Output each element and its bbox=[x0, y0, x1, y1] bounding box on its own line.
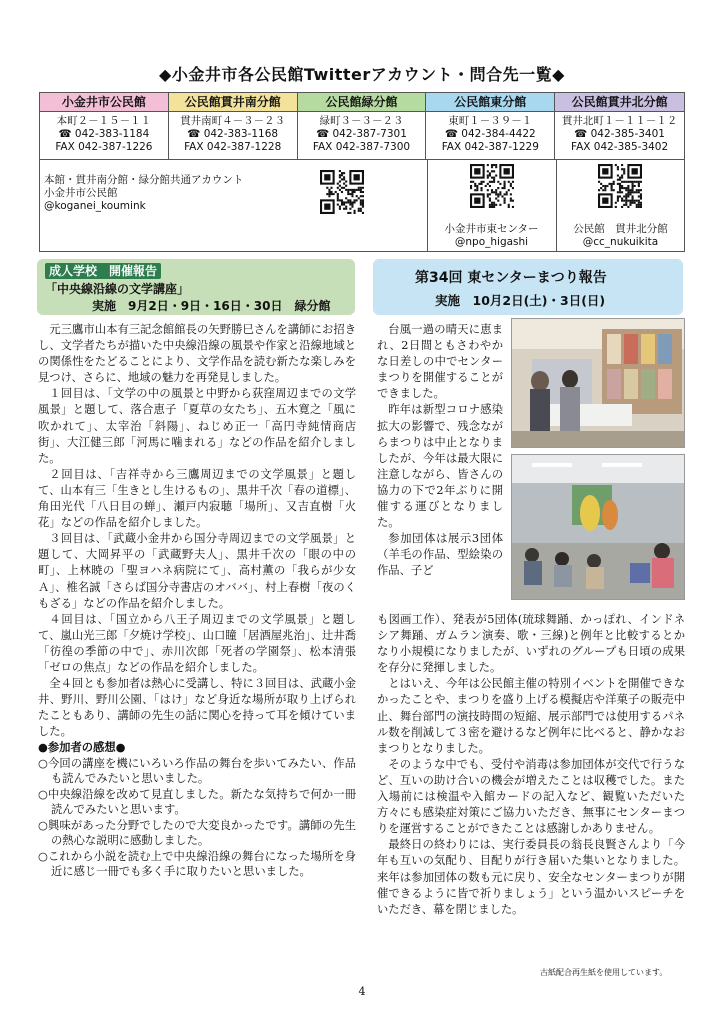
impressions-title: ●参加者の感想● bbox=[38, 741, 126, 755]
article-paragraph: も図画工作）、発表が5団体(琉球舞踊、かっぽれ、インドネシア舞踊、ガムラン演奏、歌・三線)と例年と比較するとかなり小規模になりましたが、いずれのグループも日頃の成果を存分に発揮しました。 bbox=[377, 613, 685, 675]
article-paragraph: 最終日の終わりには、実行委員長の翁長良賢さんより「今年も互いの気配り、目配りが行き届いた集いとなりました。来年は参加団体の数も元に戻り、安全なセンターまつりが開催できるように皆で祈りましょう」という温かいスピーチをいただき、幕を閉じました。 bbox=[377, 838, 685, 916]
article-paragraph: ２回目は、「吉祥寺から三鷹周辺までの文学風景」と題して、山本有三「生きとし生けるもの」、黒井千次「春の道標」、角田光代「八日目の蝉」、瀬戸内寂聴「場所」、又吉直樹「火花」などの作品を紹介しました。 bbox=[38, 467, 356, 530]
festival-article-intro bbox=[377, 322, 503, 580]
report-badge: 成人学校 開催報告 bbox=[45, 263, 161, 279]
stage-performance-photo bbox=[511, 454, 685, 600]
page-number: 4 bbox=[358, 985, 366, 998]
shared-account-handle[interactable]: @koganei_koumink bbox=[44, 200, 146, 212]
shared-account-info bbox=[44, 174, 243, 213]
office-fax: FAX 042-387-7300 bbox=[312, 141, 411, 153]
office-address: 東町１－３９－１ bbox=[448, 115, 533, 127]
office-contact bbox=[169, 112, 298, 159]
office-address: 貫井北町１－１１－１２ bbox=[561, 115, 678, 127]
office-contact bbox=[298, 112, 427, 159]
page-title: ◆小金井市各公民館Twitterアカウント・問合先一覧◆ bbox=[159, 65, 565, 84]
article-paragraph: 元三鷹市山本有三記念館館長の矢野勝巳さんを講師にお招きし、文学者たちが描いた中央線沿線の風景や作家と沿線地域との関係性をたどることにより、文学作品を読む新たな楽しみを見つけ、さらに、地域の魅力を再発見しました。 bbox=[38, 323, 356, 385]
qr-code-icon[interactable] bbox=[598, 164, 642, 208]
impression-item: ○今回の講座を機にいろいろ作品の舞台を歩いてみたい、作品も読んでみたいと思いました。 bbox=[38, 756, 356, 786]
east-account bbox=[427, 223, 556, 249]
article-paragraph: 台風一過の晴天に恵まれ、2日間ともさわやかな日差しの中でセンターまつりを開催することができました。 bbox=[377, 323, 503, 401]
recycled-paper-note: 古紙配合再生紙を使用しています。 bbox=[540, 968, 668, 977]
shared-account-desc: 本館・貫井南分館・緑分館共通アカウント bbox=[44, 174, 244, 186]
impression-item: ○興味があった分野でしたので大変良かったです。講師の先生の熱心な説明に感動しました。 bbox=[38, 818, 356, 848]
article-paragraph: 昨年は新型コロナ感染拡大の影響で、残念ながらまつりは中止となりましたが、今年は最大限に注意しながら、皆さんの協力の下で2年ぶりに開催する運びとなりました。 bbox=[377, 403, 503, 530]
article-paragraph: とはいえ、今年は公民館主催の特別イベントを開催できなかったことや、まつりを盛り上げる模擬店や洋菓子の販売中止、舞台部門の演技時間の短縮、展示部門では使用するパネル数を削減して３密を避けるなど例年に比べると、静かなおまつりとなりました。 bbox=[377, 677, 685, 755]
office-address: 貫井南町４－３－２３ bbox=[180, 115, 286, 127]
exhibition-photo bbox=[511, 318, 685, 448]
adult-school-header bbox=[37, 259, 355, 315]
office-fax: FAX 042-387-1226 bbox=[55, 141, 153, 153]
office-name: 公民館東分館 bbox=[426, 93, 555, 111]
festival-dates: 実施 10月2日(土)・3日(日) bbox=[435, 293, 606, 308]
qr-code-icon[interactable] bbox=[470, 164, 514, 208]
office-phone: ☎ 042-383-1184 bbox=[58, 128, 150, 140]
festival-title: 第34回 東センターまつり報告 bbox=[415, 270, 607, 286]
impressions-list bbox=[38, 740, 356, 880]
office-phone: ☎ 042-387-7301 bbox=[316, 128, 407, 140]
article-paragraph: 参加団体は展示3団体（羊毛の作品、型絵染の作品、子ど bbox=[377, 532, 503, 578]
adult-school-article bbox=[38, 322, 356, 880]
office-name: 公民館緑分館 bbox=[298, 93, 427, 111]
office-address: 本町２－１５－１１ bbox=[56, 115, 152, 127]
article-paragraph: そのような中でも、受付や消毒は参加団体が交代で行うなど、互いの助け合いの機会が増えたことは収穫でした。また入場前には検温や入館カードの記入など、観覧いただいた方々にも感染症対策にご協力いただき、無事にセンターまつりを運営することができたことは感謝しかありません。 bbox=[377, 757, 685, 836]
impression-item: ○中央線沿線を改めて見直しました。新たな気持ちで何か一冊読んでみたいと思います。 bbox=[38, 787, 356, 817]
office-fax: FAX 042-387-1229 bbox=[441, 141, 539, 153]
office-contact bbox=[40, 112, 169, 159]
office-name: 公民館貫井南分館 bbox=[169, 93, 298, 111]
office-phone: ☎ 042-384-4422 bbox=[444, 128, 536, 140]
shared-account-name: 小金井市公民館 bbox=[44, 187, 118, 199]
article-paragraph: 全４回とも参加者は熱心に受講し、特に３回目は、武蔵小金井、野川、野川公園、「はけ」など身近な場所が取り上げられたこともあり、講師の先生の話に関心を持って耳を傾けていました。 bbox=[38, 677, 356, 739]
north-account-handle[interactable]: @cc_nukuikita bbox=[582, 236, 659, 248]
office-address: 緑町３－３－２３ bbox=[319, 115, 404, 127]
office-fax: FAX 042-385-3402 bbox=[571, 141, 669, 153]
article-paragraph: ４回目は、「国立から八王子周辺までの文学風景」と題して、嵐山光三郎「夕焼け学校」、山口瞳「居酒屋兆治」、辻井喬「彷徨の季節の中で」、赤川次郎「死者の学園祭」、松本清張「ゼロの焦点」などの作品を紹介しました。 bbox=[38, 612, 356, 674]
office-phone: ☎ 042-385-3401 bbox=[574, 128, 665, 140]
contact-table bbox=[39, 92, 685, 252]
north-account-name: 公民館 貫井北分館 bbox=[573, 223, 668, 235]
contact-info-row bbox=[40, 112, 684, 160]
office-name: 公民館貫井北分館 bbox=[555, 93, 684, 111]
course-title: 「中央線沿線の文学講座」 bbox=[45, 282, 190, 296]
festival-article-body bbox=[377, 612, 685, 918]
twitter-accounts-row bbox=[40, 160, 684, 251]
office-contact bbox=[555, 112, 684, 159]
east-account-handle[interactable]: @npo_higashi bbox=[454, 236, 529, 248]
course-dates: 実施 9月2日・9日・16日・30日 緑分館 bbox=[92, 299, 331, 313]
north-account bbox=[556, 223, 685, 249]
office-fax: FAX 042-387-1228 bbox=[184, 141, 282, 153]
contact-table-header bbox=[40, 93, 684, 112]
office-name: 小金井市公民館 bbox=[40, 93, 169, 111]
festival-header bbox=[373, 259, 683, 315]
office-contact bbox=[426, 112, 555, 159]
impression-item: ○これから小説を読む上で中央線沿線の舞台になった場所を身近に感じ一冊でも多く手に取りたいと思いました。 bbox=[38, 849, 356, 879]
office-phone: ☎ 042-383-1168 bbox=[187, 128, 279, 140]
article-paragraph: １回目は、「文学の中の風景と中野から荻窪周辺までの文学風景」と題して、落合恵子「夏草の女たち」、五木寛之「風に吹かれて」、太宰治「斜陽」、ねじめ正一「高円寺純情商店街」、大江健三郎「河馬に噛まれる」などの作品を紹介しました。 bbox=[38, 387, 356, 465]
east-account-name: 小金井市東センター bbox=[444, 223, 539, 235]
article-paragraph: ３回目は、「武蔵小金井から国分寺周辺までの文学風景」と題して、大岡昇平の「武蔵野夫人」、黒井千次の「眼の中の町」、上林暁の「聖ヨハネ病院にて」、高村薫の「我らが少女Ａ」、椎名誠「さらば国分寺書店のオババ」、村上春樹「夜のくもざる」などの作品を紹介しました。 bbox=[38, 532, 356, 610]
qr-code-icon[interactable] bbox=[320, 170, 364, 214]
